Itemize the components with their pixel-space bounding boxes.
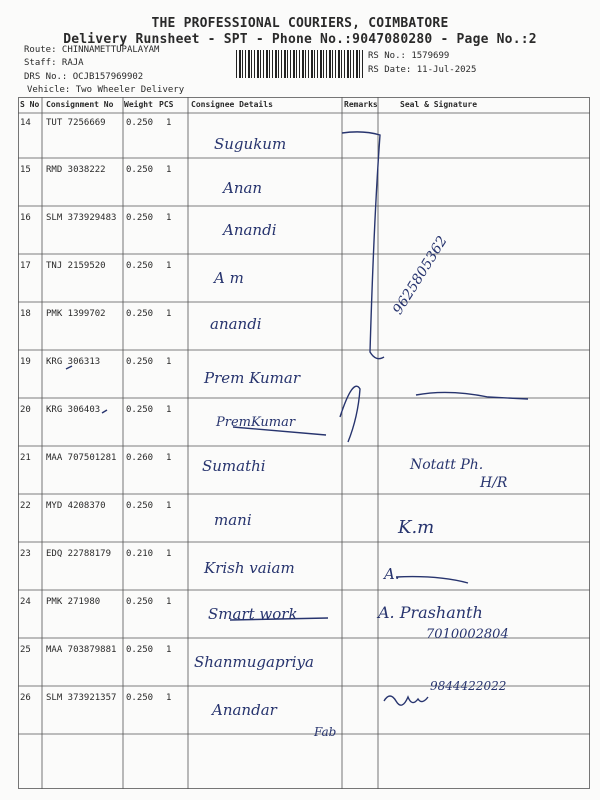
row-consignment: RMD 3038222 (46, 165, 106, 175)
row-consignee: Smart work (208, 605, 298, 623)
row-weight: 0.250 (126, 357, 154, 367)
row-consignee: mani (214, 511, 252, 529)
signature-22: K.m (398, 517, 435, 538)
row-pcs: 1 (166, 309, 172, 319)
row-consignee: Anan (223, 179, 263, 197)
row-sno: 22 (20, 501, 31, 511)
barcode (236, 50, 364, 78)
col-seal: Seal & Signature (400, 100, 478, 109)
row-consignment: MAA 707501281 (46, 453, 117, 463)
route-label: Route: CHINNAMETTUPALAYAM (24, 45, 160, 55)
row-sno: 15 (20, 165, 31, 175)
signature-phone-16: 9625805362 (390, 233, 451, 318)
row-weight: 0.250 (126, 309, 154, 319)
row-pcs: 1 (166, 597, 172, 607)
row-pcs: 1 (166, 405, 172, 415)
row-sno: 25 (20, 645, 31, 655)
row-weight: 0.260 (126, 453, 154, 463)
row-pcs: 1 (166, 645, 172, 655)
col-sno: S No (20, 100, 40, 109)
row-weight: 0.250 (126, 405, 154, 415)
row-weight: 0.250 (126, 693, 154, 703)
row-consignment: MYD 4208370 (46, 501, 106, 511)
row-pcs: 1 (166, 165, 172, 175)
rs-date-label: RS Date: 11-Jul-2025 (368, 65, 477, 75)
row-consignee: Krish vaiam (204, 559, 295, 577)
signature-phone-25: 9844422022 (430, 679, 507, 693)
row-sno: 24 (20, 597, 31, 607)
row-weight: 0.250 (126, 118, 154, 128)
row-consignee: PremKumar (216, 415, 296, 430)
runsheet-table (18, 97, 590, 789)
row-sno: 18 (20, 309, 31, 319)
row-consignment: KRG 306313 (46, 357, 101, 367)
row-consignment: EDQ 22788179 (46, 549, 112, 559)
row-pcs: 1 (166, 261, 172, 271)
row-consignment: PMK 1399702 (46, 309, 106, 319)
rs-no-label: RS No.: 1579699 (368, 51, 450, 61)
row-consignee: Prem Kumar (204, 369, 301, 387)
row-weight: 0.250 (126, 597, 154, 607)
company-title: THE PROFESSIONAL COURIERS, COIMBATORE (151, 16, 449, 31)
row-sno: 19 (20, 357, 31, 367)
signature-24: A. Prashanth (378, 603, 483, 622)
row-sno: 21 (20, 453, 31, 463)
row-sno: 23 (20, 549, 31, 559)
row-consignee: Anandi (223, 221, 277, 239)
col-pcs: PCS (159, 100, 174, 109)
row-weight: 0.250 (126, 165, 154, 175)
row-consignment: MAA 703879881 (46, 645, 117, 655)
row-pcs: 1 (166, 453, 172, 463)
row-consignment: PMK 271980 (46, 597, 101, 607)
row-consignee: Anandar (212, 701, 277, 719)
row-weight: 0.250 (126, 645, 154, 655)
row-sno: 20 (20, 405, 31, 415)
row-consignee: anandi (210, 315, 262, 333)
row-sno: 17 (20, 261, 31, 271)
row-consignee: A m (214, 269, 244, 287)
signature-phone-24: 7010002804 (426, 627, 509, 642)
col-consignment: Consignment No (46, 100, 114, 109)
runsheet-title: Delivery Runsheet - SPT - Phone No.:9047080280 - Page No.:2 (63, 32, 537, 47)
drs-label: DRS No.: OCJB157969902 (24, 72, 144, 82)
row-pcs: 1 (166, 549, 172, 559)
row-pcs: 1 (166, 213, 172, 223)
row-pcs: 1 (166, 357, 172, 367)
row-sno: 14 (20, 118, 31, 128)
row-consignee: Sumathi (202, 457, 266, 475)
row-weight: 0.250 (126, 213, 154, 223)
row-consignment: KRG 306403 (46, 405, 101, 415)
row-weight: 0.250 (126, 501, 154, 511)
row-weight: 0.250 (126, 261, 154, 271)
row-sno: 26 (20, 693, 31, 703)
row-consignment: SLM 373921357 (46, 693, 117, 703)
signature-note-21b: H/R (480, 475, 508, 491)
row-consignment: TUT 7256669 (46, 118, 106, 128)
row-sno: 16 (20, 213, 31, 223)
row-pcs: 1 (166, 693, 172, 703)
row-consignment: TNJ 2159520 (46, 261, 106, 271)
row-weight: 0.210 (126, 549, 154, 559)
signature-23: A. (384, 565, 400, 583)
staff-label: Staff: RAJA (24, 58, 84, 68)
vehicle-label: Vehicle: Two Wheeler Delivery (27, 85, 185, 95)
signature-note-21: Notatt Ph. (410, 457, 484, 473)
col-weight: Weight (124, 100, 153, 109)
col-remarks: Remarks (344, 100, 378, 109)
row-pcs: 1 (166, 501, 172, 511)
row-pcs: 1 (166, 118, 172, 128)
col-consignee: Consignee Details (191, 100, 273, 109)
consignee-note-26: Fab (314, 725, 337, 739)
row-consignee: Shanmugapriya (194, 653, 314, 671)
row-consignee: Sugukum (214, 135, 287, 153)
row-consignment: SLM 373929483 (46, 213, 117, 223)
